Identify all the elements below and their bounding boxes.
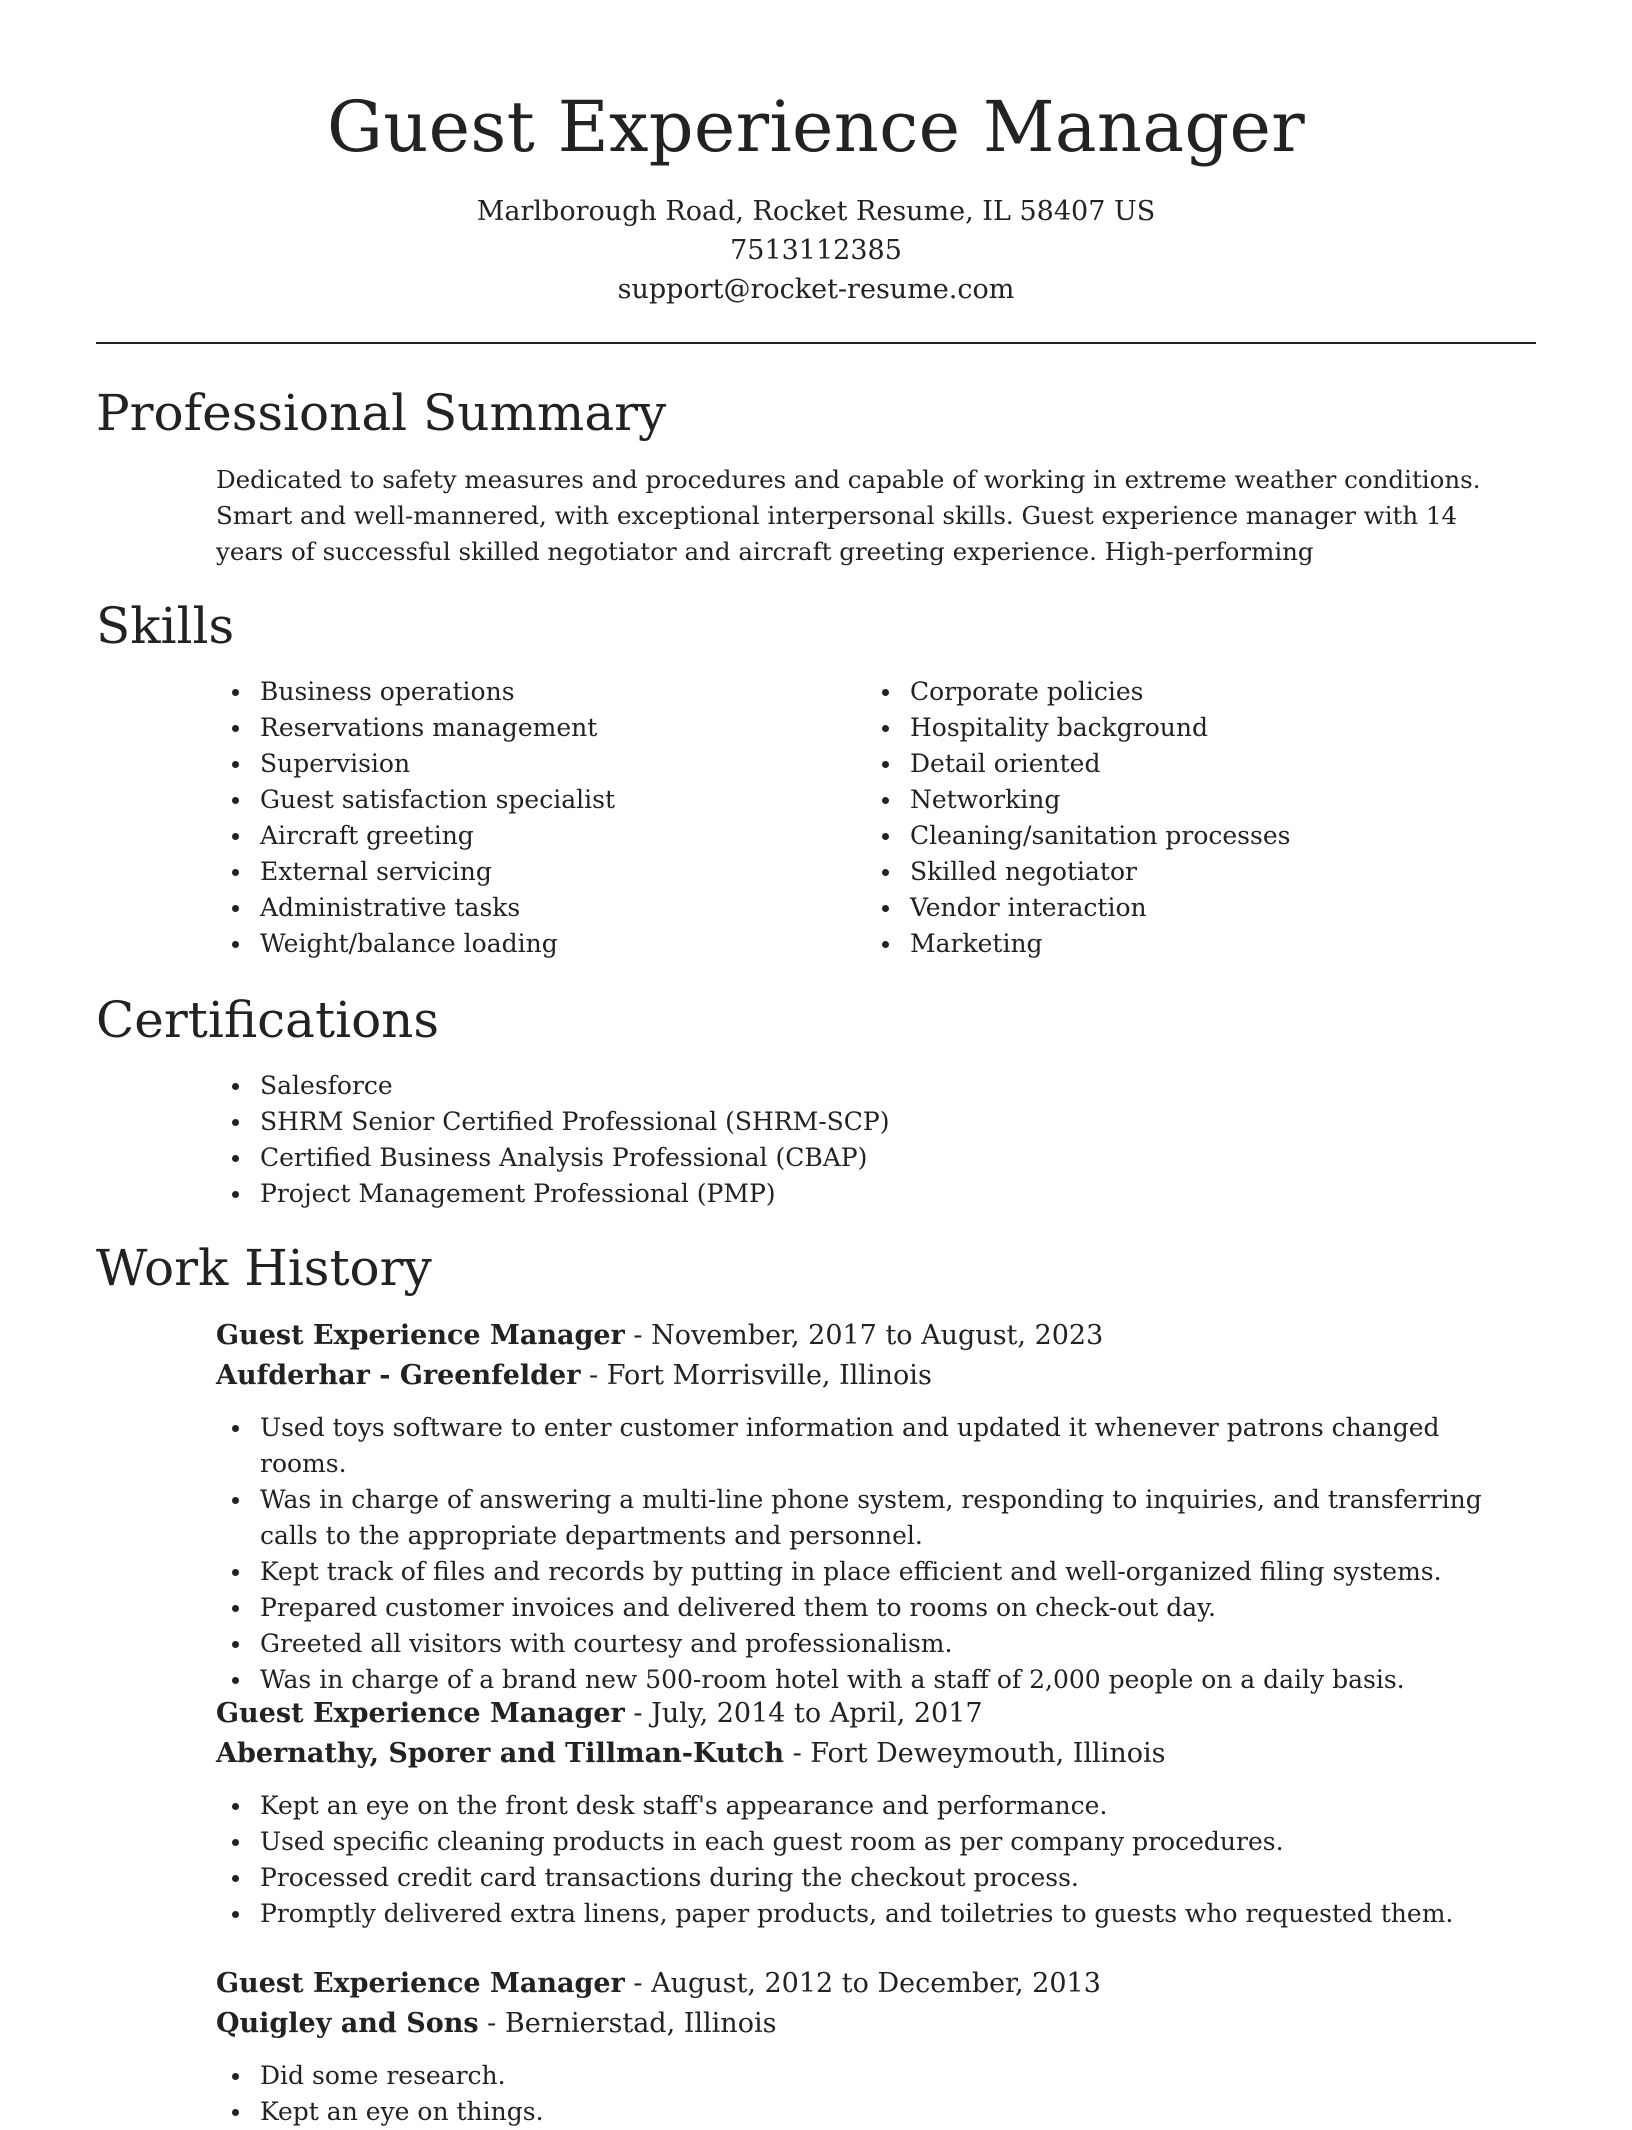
duty-item: Used toys software to enter customer information and updated it whenever patrons changed rooms. (216, 1410, 1516, 1482)
skill-item: Skilled negotiator (866, 854, 1486, 890)
phone-number: 7513112385 (730, 235, 902, 266)
skill-item: Weight/balance loading (216, 926, 836, 962)
job-entry (216, 1964, 1516, 2130)
duty-item: Was in charge of a brand new 500-room hotel with a staff of 2,000 people on a daily basis. (216, 1662, 1516, 1698)
skill-item: Marketing (866, 926, 1486, 962)
skills-heading: Skills (96, 597, 235, 655)
duty-item: Was in charge of answering a multi-line phone system, responding to inquiries, and transferring calls to the appropriate departments and personnel. (216, 1482, 1516, 1554)
job-dates: - November, 2017 to August, 2023 (624, 1320, 1104, 1351)
duty-item: Used specific cleaning products in each guest room as per company procedures. (216, 1824, 1516, 1860)
email-address: support@rocket-resume.com (617, 274, 1015, 305)
job-title: Guest Experience Manager (216, 1320, 625, 1351)
duty-item: Kept track of files and records by putting in place efficient and well-organized filing systems. (216, 1554, 1516, 1590)
skill-item: Vendor interaction (866, 890, 1486, 926)
job-company: Quigley and Sons (216, 2008, 479, 2039)
job-duties (216, 1788, 1516, 1932)
address: Marlborough Road, Rocket Resume, IL 58407 US (476, 196, 1156, 227)
duty-item: Promptly delivered extra linens, paper products, and toiletries to guests who requested them. (216, 1896, 1516, 1932)
job-title-line (216, 1694, 1516, 1734)
skill-item: Cleaning/sanitation processes (866, 818, 1486, 854)
job-duties (216, 1410, 1516, 1698)
skill-item: Aircraft greeting (216, 818, 836, 854)
job-title-line (216, 1964, 1516, 2004)
job-dates: - August, 2012 to December, 2013 (624, 1968, 1101, 1999)
certifications-heading: Certifications (96, 991, 440, 1049)
job-company-line (216, 1356, 1516, 1396)
certification-item: Project Management Professional (PMP) (216, 1176, 1506, 1212)
job-location: - Fort Morrisville, Illinois (580, 1360, 932, 1391)
job-title-line (216, 1316, 1516, 1356)
duty-item: Prepared customer invoices and delivered them to rooms on check-out day. (216, 1590, 1516, 1626)
duty-item: Kept an eye on the front desk staff's appearance and performance. (216, 1788, 1516, 1824)
skill-item: Detail oriented (866, 746, 1486, 782)
duty-item: Processed credit card transactions during the checkout process. (216, 1860, 1516, 1896)
certification-item: Salesforce (216, 1068, 1506, 1104)
job-title: Guest Experience Manager (216, 1698, 625, 1729)
skill-item: Supervision (216, 746, 836, 782)
duty-item: Kept an eye on things. (216, 2094, 1516, 2130)
certification-item: Certified Business Analysis Professional (CBAP) (216, 1140, 1506, 1176)
job-title: Guest Experience Manager (216, 1968, 625, 1999)
job-duties (216, 2058, 1516, 2130)
job-company: Abernathy, Sporer and Tillman-Kutch (216, 1738, 784, 1769)
certification-item: SHRM Senior Certified Professional (SHRM-SCP) (216, 1104, 1506, 1140)
job-entry (216, 1316, 1516, 1698)
work-history-heading: Work History (96, 1239, 432, 1297)
duty-item: Greeted all visitors with courtesy and professionalism. (216, 1626, 1516, 1662)
summary-text: Dedicated to safety measures and procedures and capable of working in extreme weather conditions. Smart and well-mannered, with exceptional interpersonal skills. Guest experience manager with 14 years of successful skilled negotiator and aircraft greeting experience. High-performing (216, 465, 1481, 566)
summary-heading: Professional Summary (96, 384, 667, 442)
skill-item: Networking (866, 782, 1486, 818)
skills-list-left (216, 674, 836, 962)
certifications-list (216, 1068, 1506, 1212)
skill-item: Hospitality background (866, 710, 1486, 746)
job-entry (216, 1694, 1516, 1932)
skill-item: Reservations management (216, 710, 836, 746)
job-company: Aufderhar - Greenfelder (216, 1360, 581, 1391)
contact-info (0, 192, 1632, 309)
duty-item: Did some research. (216, 2058, 1516, 2094)
candidate-name: Guest Experience Manager (327, 86, 1305, 168)
job-company-line (216, 2004, 1516, 2044)
skill-item: External servicing (216, 854, 836, 890)
skills-list-right (866, 674, 1486, 962)
job-dates: - July, 2014 to April, 2017 (624, 1698, 983, 1729)
skill-item: Administrative tasks (216, 890, 836, 926)
skill-item: Guest satisfaction specialist (216, 782, 836, 818)
skill-item: Corporate policies (866, 674, 1486, 710)
job-location: - Bernierstad, Illinois (478, 2008, 777, 2039)
job-location: - Fort Deweymouth, Illinois (784, 1738, 1166, 1769)
skill-item: Business operations (216, 674, 836, 710)
header-divider (96, 342, 1536, 344)
job-company-line (216, 1734, 1516, 1774)
